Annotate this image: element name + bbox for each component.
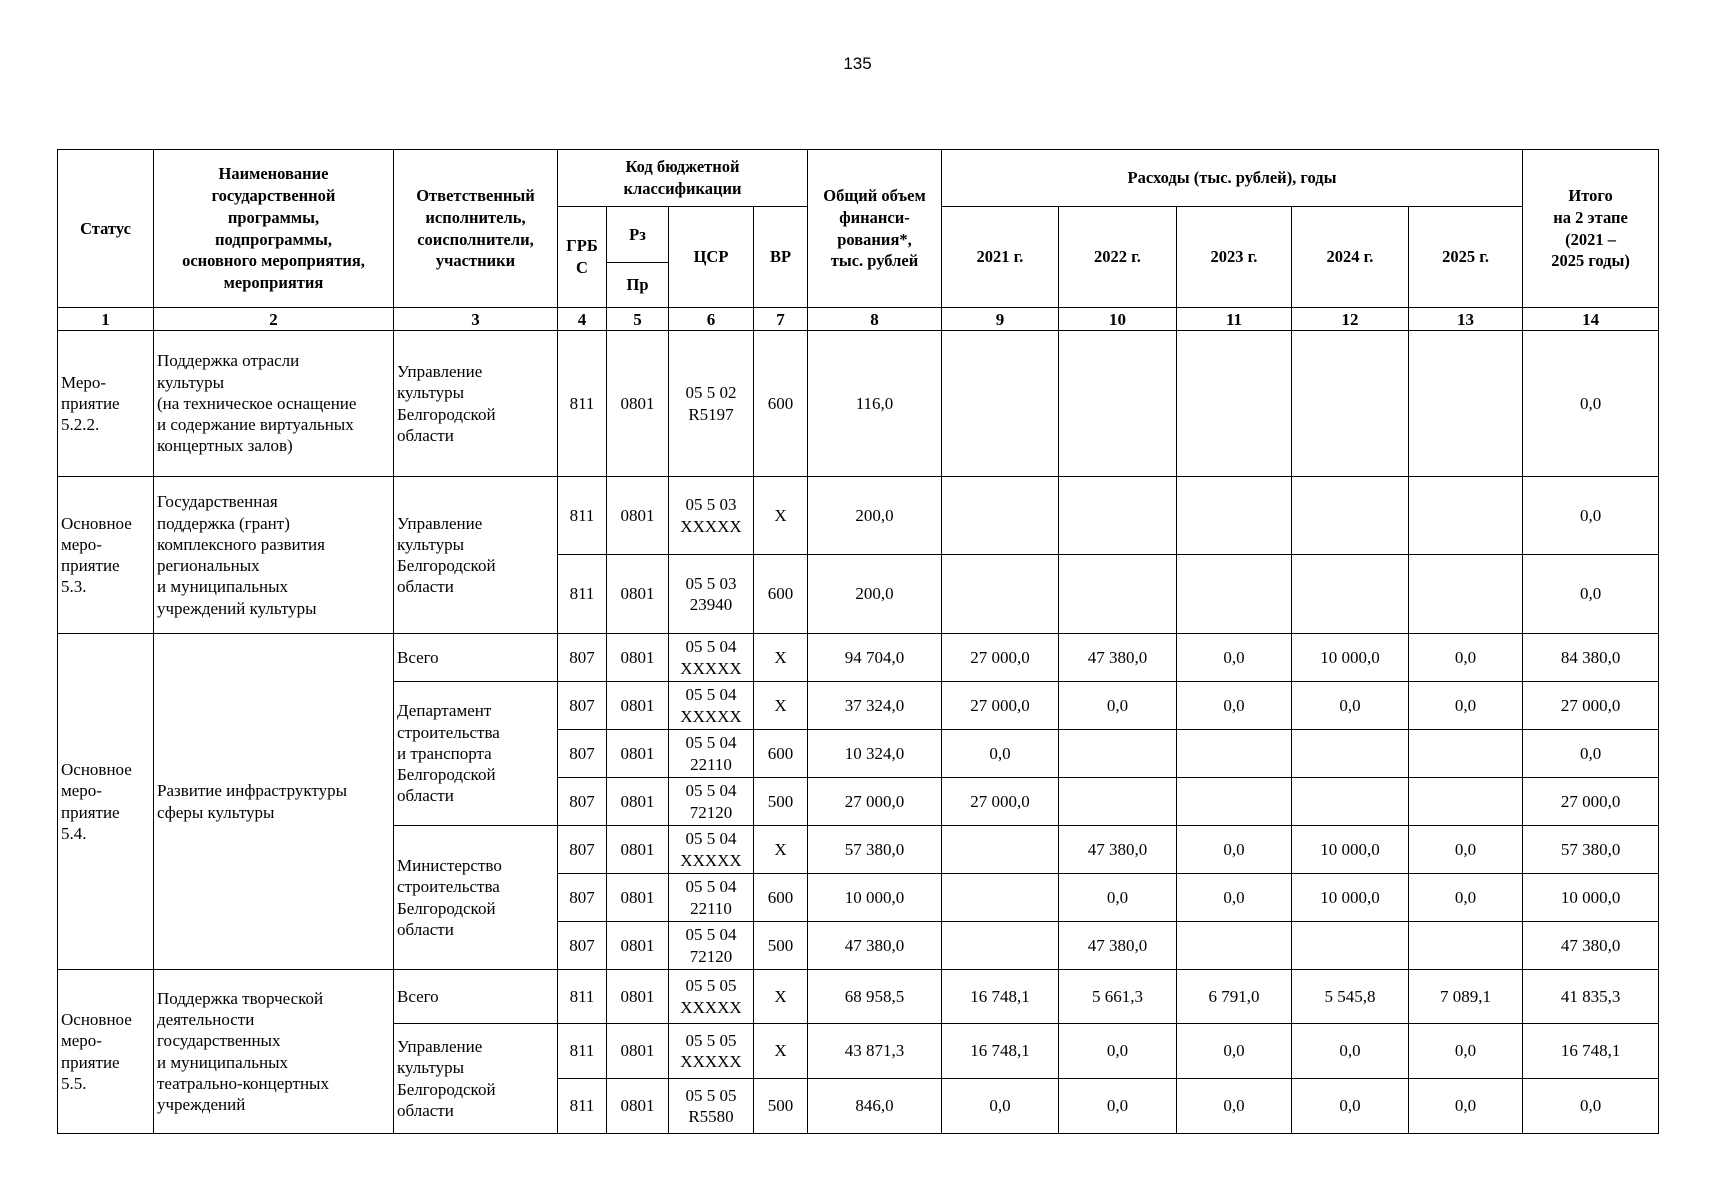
rz-pr-cell: 0801	[607, 826, 669, 874]
year-2025-cell	[1409, 477, 1523, 555]
total-volume-cell: 47 380,0	[808, 922, 942, 970]
column-number: 3	[394, 308, 558, 331]
grbs-cell: 807	[558, 634, 607, 682]
vr-cell: 600	[754, 331, 808, 477]
itogo-cell: 10 000,0	[1523, 874, 1659, 922]
column-number: 14	[1523, 308, 1659, 331]
vr-cell: 500	[754, 1079, 808, 1134]
column-number: 1	[58, 308, 154, 331]
rz-pr-cell: 0801	[607, 778, 669, 826]
year-2021-cell	[942, 922, 1059, 970]
csr-cell: 05 5 03 23940	[669, 555, 754, 634]
header-grbs: ГРБ С	[558, 207, 607, 308]
rz-pr-cell: 0801	[607, 331, 669, 477]
year-2023-cell	[1177, 778, 1292, 826]
column-number-row	[58, 308, 1659, 331]
table-row	[58, 331, 1659, 477]
responsible-cell: Всего	[394, 634, 558, 682]
csr-cell: 05 5 04 22110	[669, 874, 754, 922]
year-2024-cell: 10 000,0	[1292, 634, 1409, 682]
header-csr: ЦСР	[669, 207, 754, 308]
year-2024-cell	[1292, 331, 1409, 477]
status-cell: Основное меро- приятие 5.4.	[58, 634, 154, 970]
vr-cell: 600	[754, 730, 808, 778]
year-2023-cell: 0,0	[1177, 682, 1292, 730]
year-2021-cell: 0,0	[942, 1079, 1059, 1134]
header-year-2023: 2023 г.	[1177, 207, 1292, 308]
year-2025-cell: 7 089,1	[1409, 970, 1523, 1024]
header-rz: Рз	[607, 207, 669, 263]
csr-cell: 05 5 05 XXXXX	[669, 1024, 754, 1079]
year-2025-cell: 0,0	[1409, 1024, 1523, 1079]
rz-pr-cell: 0801	[607, 874, 669, 922]
csr-cell: 05 5 04 XXXXX	[669, 682, 754, 730]
total-volume-cell: 200,0	[808, 477, 942, 555]
program-name-cell: Развитие инфраструктуры сферы культуры	[154, 634, 394, 970]
program-name-cell: Поддержка творческой деятельности государственных и муниципальных театрально-концертных учреждений	[154, 970, 394, 1134]
year-2022-cell: 47 380,0	[1059, 922, 1177, 970]
header-responsible: Ответственный исполнитель, соисполнители, участники	[394, 150, 558, 308]
page-number: 135	[843, 54, 872, 73]
year-2024-cell	[1292, 477, 1409, 555]
year-2024-cell	[1292, 778, 1409, 826]
column-number: 13	[1409, 308, 1523, 331]
grbs-cell: 811	[558, 970, 607, 1024]
table-row	[58, 970, 1659, 1024]
itogo-cell: 27 000,0	[1523, 682, 1659, 730]
year-2021-cell: 16 748,1	[942, 970, 1059, 1024]
year-2022-cell: 47 380,0	[1059, 634, 1177, 682]
program-name-cell: Государственная поддержка (грант) комплексного развития региональных и муниципальных учреждений культуры	[154, 477, 394, 634]
total-volume-cell: 68 958,5	[808, 970, 942, 1024]
year-2024-cell: 0,0	[1292, 1079, 1409, 1134]
year-2021-cell	[942, 331, 1059, 477]
responsible-cell: Управление культуры Белгородской области	[394, 331, 558, 477]
column-number: 6	[669, 308, 754, 331]
csr-cell: 05 5 05 R5580	[669, 1079, 754, 1134]
header-year-2024: 2024 г.	[1292, 207, 1409, 308]
itogo-cell: 47 380,0	[1523, 922, 1659, 970]
responsible-cell: Министерство строительства Белгородской области	[394, 826, 558, 970]
header-pr: Пр	[607, 263, 669, 308]
itogo-cell: 57 380,0	[1523, 826, 1659, 874]
year-2021-cell	[942, 874, 1059, 922]
year-2025-cell	[1409, 922, 1523, 970]
csr-cell: 05 5 03 XXXXX	[669, 477, 754, 555]
csr-cell: 05 5 02 R5197	[669, 331, 754, 477]
responsible-cell: Всего	[394, 970, 558, 1024]
vr-cell: X	[754, 682, 808, 730]
year-2025-cell	[1409, 555, 1523, 634]
column-number: 10	[1059, 308, 1177, 331]
year-2025-cell	[1409, 331, 1523, 477]
status-cell: Основное меро- приятие 5.3.	[58, 477, 154, 634]
year-2023-cell: 0,0	[1177, 874, 1292, 922]
rz-pr-cell: 0801	[607, 634, 669, 682]
rz-pr-cell: 0801	[607, 1024, 669, 1079]
vr-cell: X	[754, 477, 808, 555]
responsible-cell: Департамент строительства и транспорта Белгородской области	[394, 682, 558, 826]
year-2025-cell	[1409, 730, 1523, 778]
year-2021-cell: 16 748,1	[942, 1024, 1059, 1079]
itogo-cell: 0,0	[1523, 1079, 1659, 1134]
responsible-cell: Управление культуры Белгородской области	[394, 1024, 558, 1134]
year-2024-cell: 10 000,0	[1292, 874, 1409, 922]
column-number: 2	[154, 308, 394, 331]
year-2023-cell	[1177, 555, 1292, 634]
year-2023-cell: 0,0	[1177, 1079, 1292, 1134]
year-2023-cell	[1177, 922, 1292, 970]
total-volume-cell: 94 704,0	[808, 634, 942, 682]
year-2024-cell: 0,0	[1292, 1024, 1409, 1079]
table-row	[58, 477, 1659, 555]
year-2022-cell: 0,0	[1059, 1024, 1177, 1079]
rz-pr-cell: 0801	[607, 1079, 669, 1134]
total-volume-cell: 200,0	[808, 555, 942, 634]
column-number: 11	[1177, 308, 1292, 331]
itogo-cell: 0,0	[1523, 730, 1659, 778]
year-2023-cell	[1177, 477, 1292, 555]
year-2022-cell	[1059, 730, 1177, 778]
vr-cell: 500	[754, 922, 808, 970]
year-2023-cell: 0,0	[1177, 1024, 1292, 1079]
rz-pr-cell: 0801	[607, 922, 669, 970]
header-year-2021: 2021 г.	[942, 207, 1059, 308]
year-2024-cell	[1292, 555, 1409, 634]
itogo-cell: 0,0	[1523, 555, 1659, 634]
year-2022-cell	[1059, 778, 1177, 826]
year-2024-cell: 0,0	[1292, 682, 1409, 730]
itogo-cell: 0,0	[1523, 477, 1659, 555]
year-2021-cell	[942, 477, 1059, 555]
csr-cell: 05 5 04 72120	[669, 922, 754, 970]
year-2022-cell: 47 380,0	[1059, 826, 1177, 874]
year-2022-cell	[1059, 555, 1177, 634]
year-2024-cell	[1292, 730, 1409, 778]
vr-cell: X	[754, 634, 808, 682]
column-number: 12	[1292, 308, 1409, 331]
year-2023-cell: 0,0	[1177, 826, 1292, 874]
year-2025-cell: 0,0	[1409, 682, 1523, 730]
vr-cell: X	[754, 970, 808, 1024]
year-2021-cell: 0,0	[942, 730, 1059, 778]
vr-cell: 600	[754, 555, 808, 634]
year-2022-cell: 0,0	[1059, 1079, 1177, 1134]
program-name-cell: Поддержка отрасли культуры (на техническое оснащение и содержание виртуальных концертных залов)	[154, 331, 394, 477]
grbs-cell: 807	[558, 730, 607, 778]
rz-pr-cell: 0801	[607, 970, 669, 1024]
year-2022-cell: 5 661,3	[1059, 970, 1177, 1024]
year-2025-cell	[1409, 778, 1523, 826]
column-number: 7	[754, 308, 808, 331]
status-cell: Основное меро- приятие 5.5.	[58, 970, 154, 1134]
year-2021-cell: 27 000,0	[942, 634, 1059, 682]
vr-cell: X	[754, 1024, 808, 1079]
csr-cell: 05 5 04 XXXXX	[669, 634, 754, 682]
year-2021-cell	[942, 826, 1059, 874]
year-2024-cell	[1292, 922, 1409, 970]
grbs-cell: 811	[558, 1079, 607, 1134]
year-2022-cell	[1059, 477, 1177, 555]
header-budget-code: Код бюджетной классификации	[558, 150, 808, 207]
csr-cell: 05 5 05 XXXXX	[669, 970, 754, 1024]
rz-pr-cell: 0801	[607, 682, 669, 730]
year-2025-cell: 0,0	[1409, 1079, 1523, 1134]
year-2021-cell: 27 000,0	[942, 778, 1059, 826]
rz-pr-cell: 0801	[607, 730, 669, 778]
total-volume-cell: 10 000,0	[808, 874, 942, 922]
column-number: 5	[607, 308, 669, 331]
grbs-cell: 807	[558, 922, 607, 970]
status-cell: Меро- приятие 5.2.2.	[58, 331, 154, 477]
itogo-cell: 16 748,1	[1523, 1024, 1659, 1079]
year-2022-cell: 0,0	[1059, 874, 1177, 922]
grbs-cell: 811	[558, 477, 607, 555]
grbs-cell: 807	[558, 778, 607, 826]
header-expenses: Расходы (тыс. рублей), годы	[942, 150, 1523, 207]
budget-table	[57, 149, 1659, 1134]
total-volume-cell: 43 871,3	[808, 1024, 942, 1079]
header-total-volume: Общий объем финанси- рования*, тыс. рублей	[808, 150, 942, 308]
total-volume-cell: 846,0	[808, 1079, 942, 1134]
year-2023-cell	[1177, 730, 1292, 778]
year-2022-cell: 0,0	[1059, 682, 1177, 730]
vr-cell: X	[754, 826, 808, 874]
rz-pr-cell: 0801	[607, 555, 669, 634]
year-2023-cell: 0,0	[1177, 634, 1292, 682]
total-volume-cell: 116,0	[808, 331, 942, 477]
header-year-2022: 2022 г.	[1059, 207, 1177, 308]
year-2025-cell: 0,0	[1409, 634, 1523, 682]
rz-pr-cell: 0801	[607, 477, 669, 555]
itogo-cell: 84 380,0	[1523, 634, 1659, 682]
year-2025-cell: 0,0	[1409, 874, 1523, 922]
column-number: 9	[942, 308, 1059, 331]
itogo-cell: 27 000,0	[1523, 778, 1659, 826]
column-number: 8	[808, 308, 942, 331]
header-itogo: Итого на 2 этапе (2021 – 2025 годы)	[1523, 150, 1659, 308]
year-2023-cell	[1177, 331, 1292, 477]
vr-cell: 600	[754, 874, 808, 922]
year-2025-cell: 0,0	[1409, 826, 1523, 874]
header-status: Статус	[58, 150, 154, 308]
csr-cell: 05 5 04 XXXXX	[669, 826, 754, 874]
grbs-cell: 811	[558, 555, 607, 634]
itogo-cell: 41 835,3	[1523, 970, 1659, 1024]
year-2024-cell: 5 545,8	[1292, 970, 1409, 1024]
grbs-cell: 807	[558, 874, 607, 922]
header-year-2025: 2025 г.	[1409, 207, 1523, 308]
itogo-cell: 0,0	[1523, 331, 1659, 477]
year-2024-cell: 10 000,0	[1292, 826, 1409, 874]
year-2023-cell: 6 791,0	[1177, 970, 1292, 1024]
total-volume-cell: 27 000,0	[808, 778, 942, 826]
year-2022-cell	[1059, 331, 1177, 477]
total-volume-cell: 37 324,0	[808, 682, 942, 730]
grbs-cell: 811	[558, 1024, 607, 1079]
table-row	[58, 634, 1659, 682]
header-vr: ВР	[754, 207, 808, 308]
year-2021-cell: 27 000,0	[942, 682, 1059, 730]
csr-cell: 05 5 04 22110	[669, 730, 754, 778]
total-volume-cell: 10 324,0	[808, 730, 942, 778]
grbs-cell: 807	[558, 826, 607, 874]
vr-cell: 500	[754, 778, 808, 826]
responsible-cell: Управление культуры Белгородской области	[394, 477, 558, 634]
grbs-cell: 811	[558, 331, 607, 477]
total-volume-cell: 57 380,0	[808, 826, 942, 874]
grbs-cell: 807	[558, 682, 607, 730]
csr-cell: 05 5 04 72120	[669, 778, 754, 826]
header-name: Наименование государственной программы, подпрограммы, основного мероприятия, мероприятия	[154, 150, 394, 308]
year-2021-cell	[942, 555, 1059, 634]
column-number: 4	[558, 308, 607, 331]
